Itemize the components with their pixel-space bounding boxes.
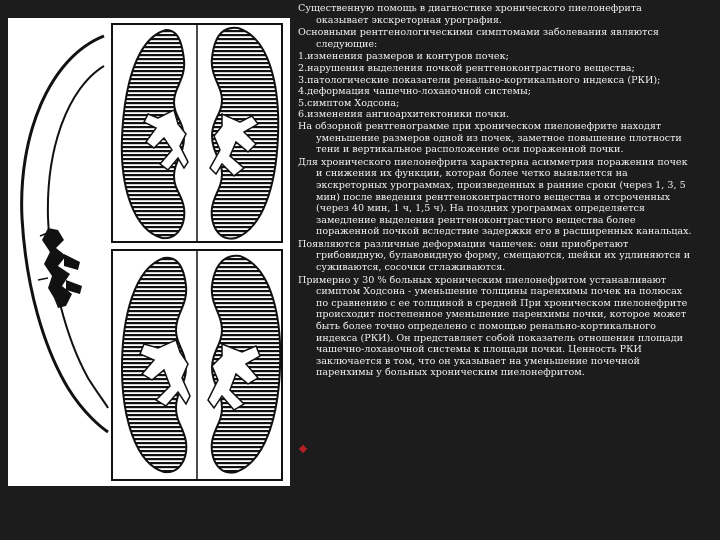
kidney-drawings-svg [8,18,290,486]
kidney-lower-left [122,258,190,472]
paragraph-intro: Существенную помощь в диагностике хронического пиелонефрита оказывает экскреторная урография. [298,3,642,26]
paragraph-hodson-sign: Примерно у 30 % больных хроническим пиелонефритом устанавливают симптом Ходсона - уменьшение толщины паренхимы почек на полюсах по сравнению с ее толщиной в средней При хроническом пиелонефрите происходит постепенное уменьшение паренхимы почки, которое может быть более точно определено с помощью ренально-кортикального индекса (РКИ). Он представляет собой показатель отношения площади чашечно-лоханочной системы к площади почки. Ценность РКИ заключается в том, что он указывает на уменьшение почечной паренхимы у больных хроническим пиелонефритом. [298,274,688,379]
list-item: 1.изменения размеров и контуров почек; [298,51,509,63]
kidney-upper-right [210,28,278,239]
list-item: 6.изменения ангиоархитектоники почки. [298,109,510,121]
list-item: 3.патологические показатели ренально-кортикального индекса (РКИ); [298,74,661,86]
paragraph-asymmetry: Для хронического пиелонефрита характерна асимметрия поражения почек и снижения их функции, которая более четко выявляется на экскреторных урограммах, произведенных в ранние сроки (через 1, 3, 5 мин) после введения рентгеноконтрастного вещества и отсроченных (через 40 мин, 1 ч, 1,5 ч). На поздних урограммах определяется замедление выделения рентгеноконтрастного вещества более пораженной почкой вследствие задержки его в расширенных канальцах. [298,156,692,238]
list-item: 4.деформация чашечно-лоханочной системы; [298,86,532,98]
list-item: 5.симптом Ходсона; [298,97,400,109]
paragraph-plain-radiograph: На обзорной рентгенограмме при хроническом пиелонефрите находят уменьшение размеров одной из почек, заметное повышение плотности тени и вертикальное расположение оси пораженной почки. [298,120,682,156]
kidney-urogram-illustration [8,18,290,486]
large-kidney-outline [22,36,108,432]
paragraph-symptoms-lead: Основными рентгенологическими симптомами заболевания являются следующие: [298,27,659,50]
kidney-lower-right [208,256,280,473]
text-column [298,3,694,380]
empty-bullet-marker [299,445,307,453]
list-item: 2.нарушения выделения почкой рентгеноконтрастного вещества; [298,62,635,74]
kidney-upper-left [122,30,188,238]
paragraph-calyx-deformation: Появляются различные деформации чашечек: они приобретают грибовидную, булавовидную форму, смещаются, шейки их удлиняются и суживаются, сосочки сглаживаются. [298,238,691,274]
